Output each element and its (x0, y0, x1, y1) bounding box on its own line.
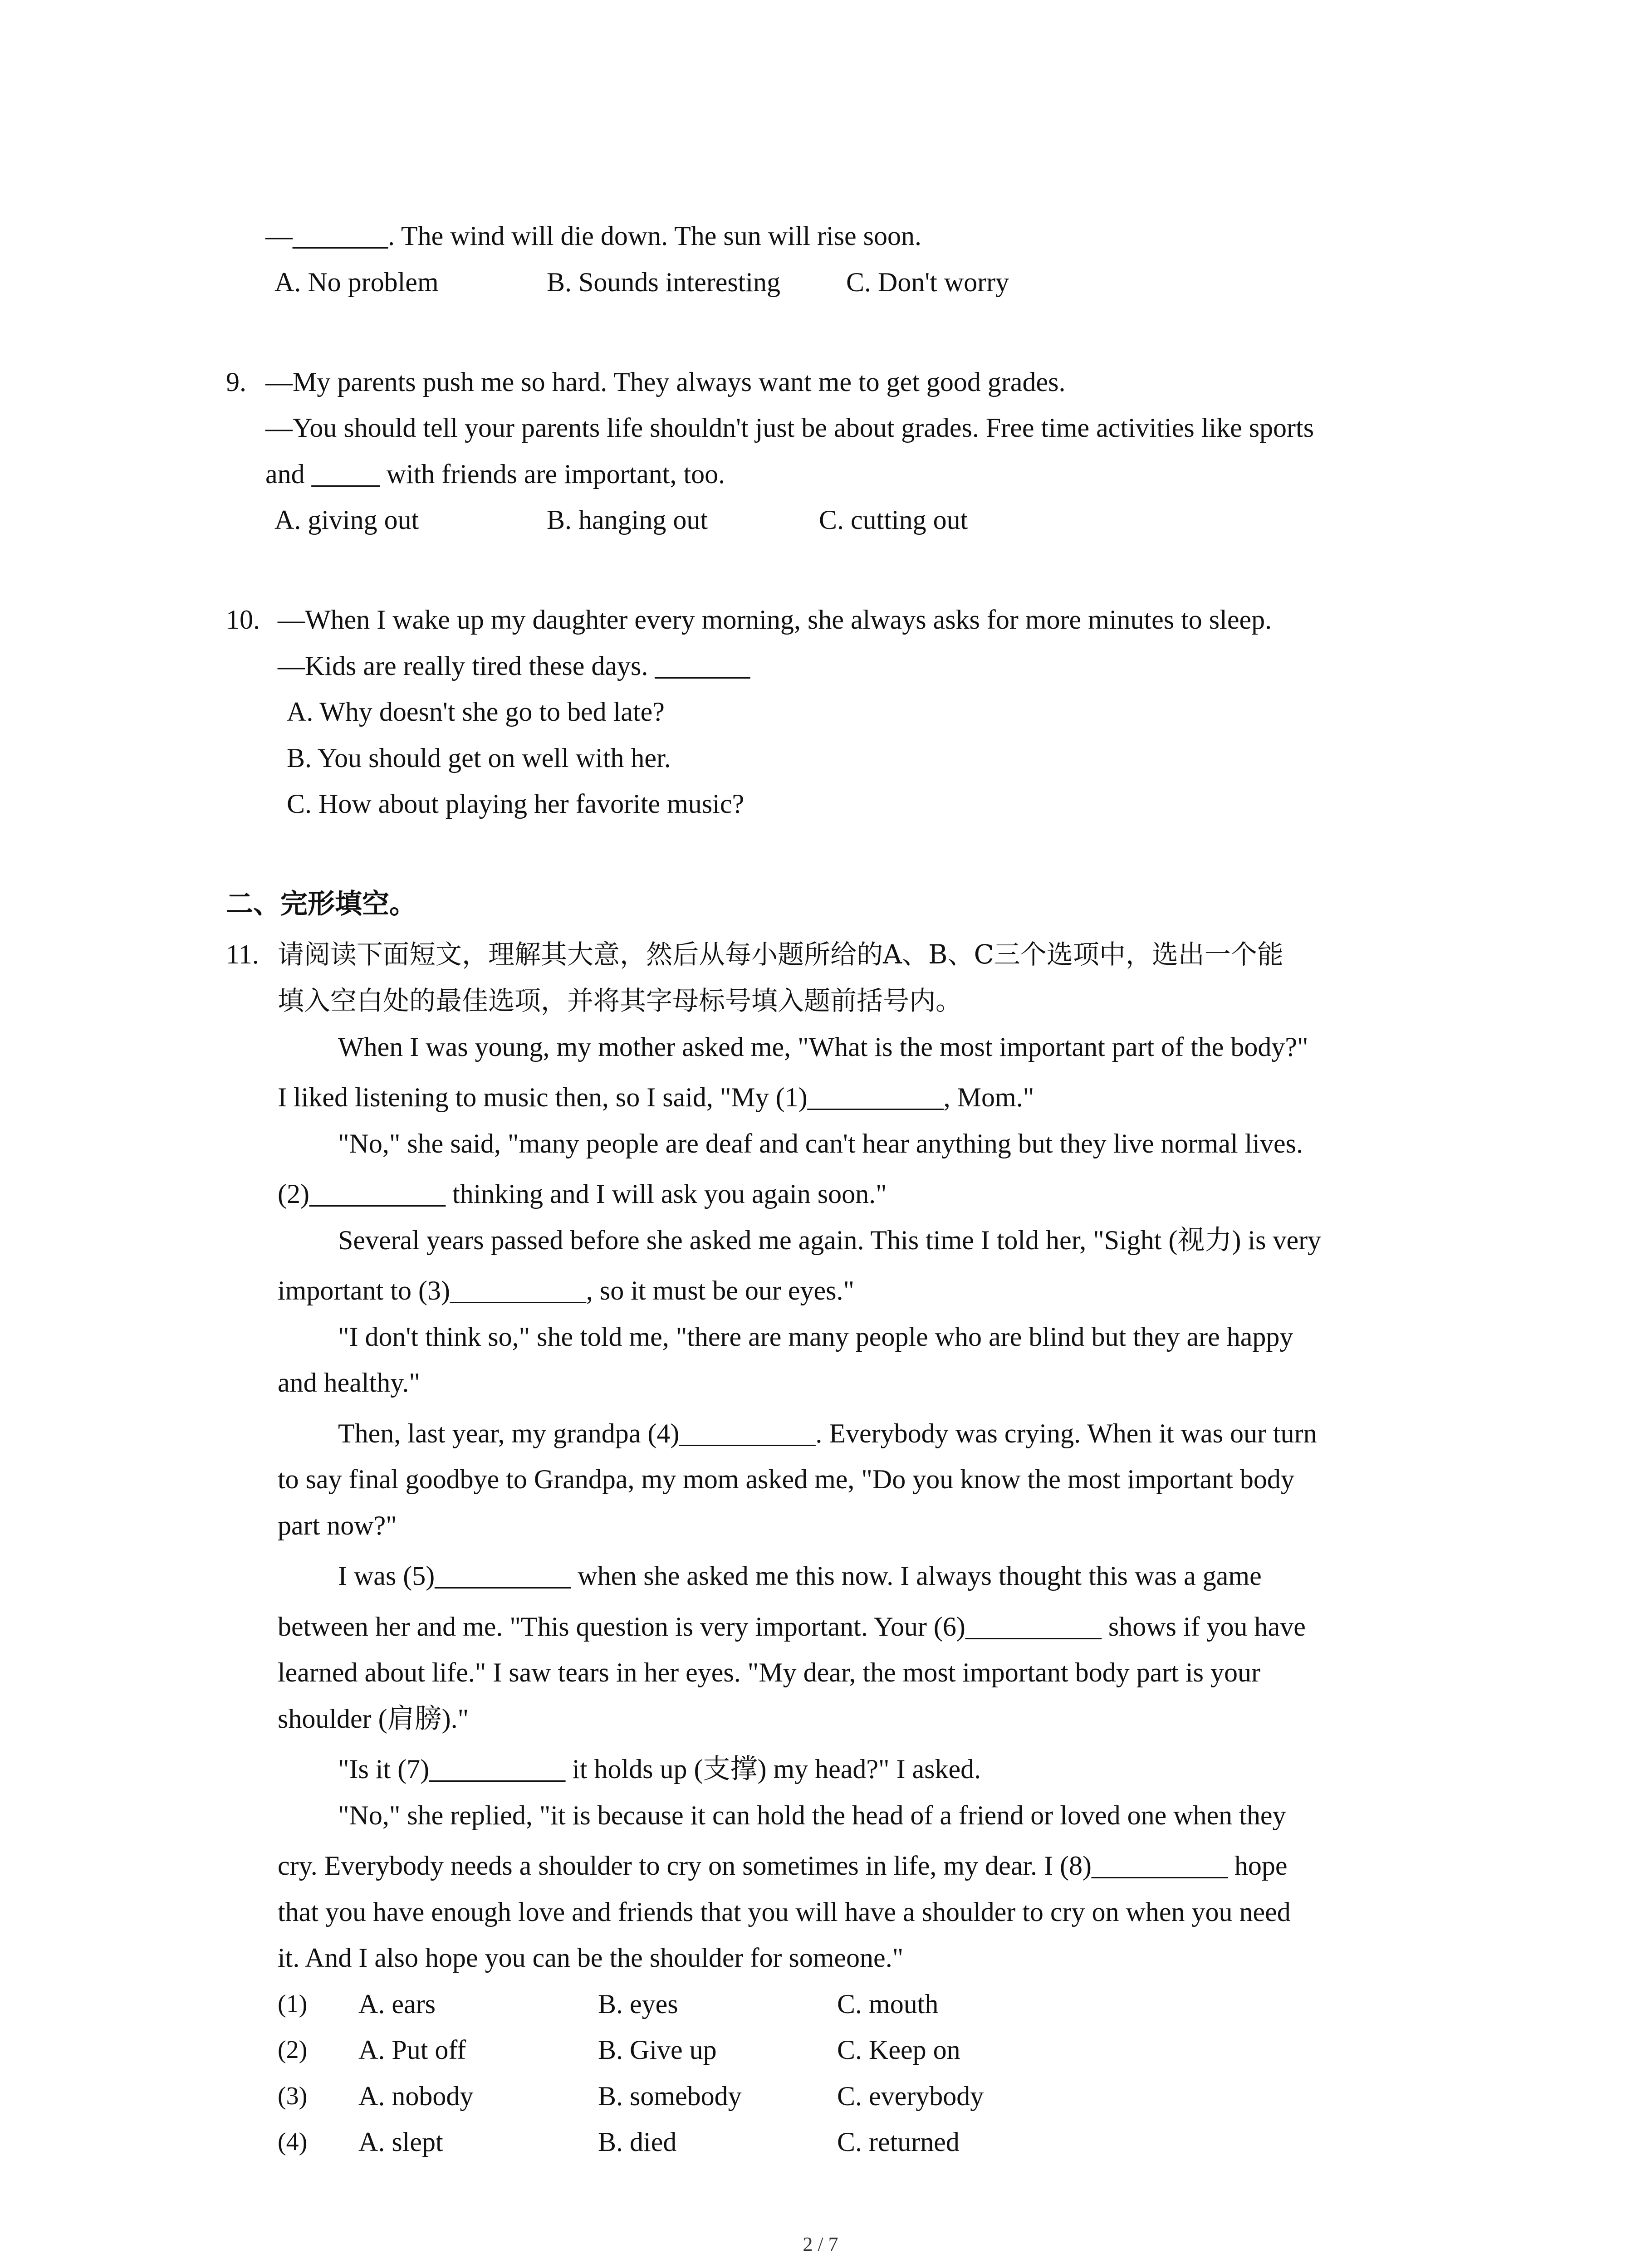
q8-option-a: A. No problem (274, 267, 439, 297)
q10-option-c: C. How about playing her favorite music? (287, 789, 745, 819)
q8-option-b: B. Sounds interesting (547, 267, 781, 297)
passage-line: "No," she said, "many people are deaf and can't hear anything but they live normal lives. (338, 1129, 1303, 1158)
choice-number: (1) (278, 1990, 308, 2018)
q9-option-c: C. cutting out (819, 505, 968, 535)
choice-number: (2) (278, 2036, 308, 2064)
passage-line: When I was young, my mother asked me, "What is the most important part of the body?" (338, 1032, 1308, 1062)
q11-instruction-line2: 填入空白处的最佳选项，并将其字母标号填入题前括号内。 (278, 985, 962, 1016)
passage-line: "I don't think so," she told me, "there are many people who are blind but they are happy (338, 1322, 1293, 1352)
q10-number: 10. (226, 605, 260, 635)
passage-line: important to (3)__________, so it must be our eyes." (278, 1276, 855, 1305)
choice-option-b: B. Give up (598, 2035, 717, 2065)
passage-line: "No," she replied, "it is because it can hold the head of a friend or loved one when they (338, 1800, 1286, 1830)
q8-option-c: C. Don't worry (846, 267, 1009, 297)
passage-line: and healthy." (278, 1368, 420, 1398)
choice-option-c: C. returned (837, 2127, 960, 2157)
choice-option-a: A. slept (358, 2127, 443, 2157)
passage-line: cry. Everybody needs a shoulder to cry on sometimes in life, my dear. I (8)__________ hope (278, 1851, 1288, 1881)
q11-number: 11. (226, 939, 259, 969)
passage-line: part now?" (278, 1510, 397, 1540)
choice-option-a: A. Put off (358, 2035, 466, 2065)
passage-line: learned about life." I saw tears in her eyes. "My dear, the most important body part is your (278, 1657, 1260, 1687)
q10-line2: —Kids are really tired these days. _______ (278, 651, 750, 681)
passage-line: between her and me. "This question is very important. Your (6)__________ shows if you have (278, 1612, 1306, 1642)
q9-option-a: A. giving out (274, 505, 419, 535)
q10-line1: —When I wake up my daughter every morning, she always asks for more minutes to sleep. (278, 605, 1272, 635)
q10-option-b: B. You should get on well with her. (287, 743, 671, 773)
choice-option-c: C. mouth (837, 1989, 939, 2019)
choice-option-c: C. Keep on (837, 2035, 960, 2065)
choice-number: (3) (278, 2082, 308, 2110)
q10-option-a: A. Why doesn't she go to bed late? (287, 697, 665, 727)
choice-option-b: B. died (598, 2127, 677, 2157)
passage-line: I liked listening to music then, so I said, "My (1)__________, Mom." (278, 1082, 1034, 1112)
q11-instruction-line1: 请阅读下面短文，理解其大意，然后从每小题所给的A、B、C三个选项中，选出一个能 (278, 939, 1283, 970)
passage-line: it. And I also hope you can be the shoulder for someone." (278, 1943, 904, 1973)
q9-number: 9. (226, 367, 246, 397)
page-number: 2 / 7 (803, 2233, 838, 2255)
choice-option-a: A. ears (358, 1989, 436, 2019)
q8-line1: —_______. The wind will die down. The sun will rise soon. (265, 221, 922, 251)
q9-line1: —My parents push me so hard. They always want me to get good grades. (265, 367, 1066, 397)
passage-line: "Is it (7)__________ it holds up (支撑) my head?" I asked. (338, 1754, 981, 1784)
choice-option-b: B. eyes (598, 1989, 678, 2019)
choice-number: (4) (278, 2128, 308, 2156)
passage-line: Then, last year, my grandpa (4)__________. Everybody was crying. When it was our turn (338, 1418, 1317, 1448)
choice-option-b: B. somebody (598, 2081, 742, 2111)
passage-line: I was (5)__________ when she asked me this now. I always thought this was a game (338, 1561, 1262, 1591)
passage-line: that you have enough love and friends that you will have a shoulder to cry on when you need (278, 1897, 1291, 1927)
passage-line: shoulder (肩膀)." (278, 1704, 469, 1734)
passage-line: to say final goodbye to Grandpa, my mom asked me, "Do you know the most important body (278, 1464, 1294, 1494)
choice-option-c: C. everybody (837, 2081, 984, 2111)
q9-option-b: B. hanging out (547, 505, 708, 535)
section-title-cloze: 二、完形填空。 (226, 888, 416, 920)
choice-option-a: A. nobody (358, 2081, 474, 2111)
passage-line: (2)__________ thinking and I will ask you again soon." (278, 1179, 887, 1209)
q9-line2: —You should tell your parents life shouldn't just be about grades. Free time activities like sports (265, 413, 1314, 443)
q9-line3: and _____ with friends are important, too. (265, 459, 725, 489)
passage-line: Several years passed before she asked me again. This time I told her, "Sight (视力) is very (338, 1225, 1322, 1255)
